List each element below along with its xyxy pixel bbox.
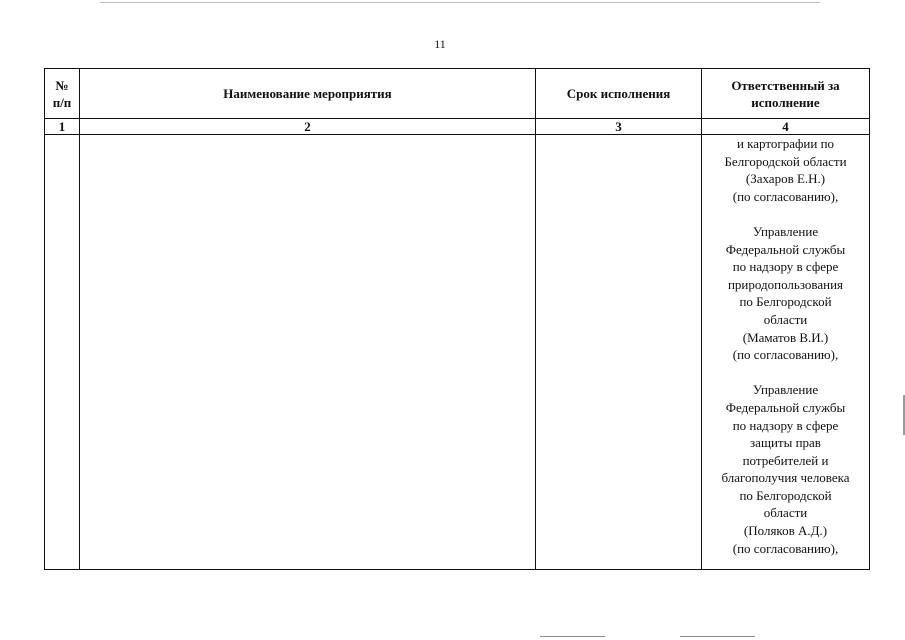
cell-event-name bbox=[80, 135, 536, 570]
header-event-name-label: Наименование мероприятия bbox=[223, 86, 392, 101]
responsible-line: по надзору в сфере bbox=[732, 417, 839, 433]
responsible-line: по Белгородской bbox=[739, 294, 832, 310]
header-deadline bbox=[536, 69, 702, 119]
responsible-line: (по согласованию), bbox=[732, 540, 839, 556]
cell-number bbox=[45, 135, 80, 570]
responsible-line: и картографии по bbox=[736, 136, 835, 151]
scan-edge-line bbox=[680, 636, 755, 637]
spacer bbox=[702, 364, 869, 382]
responsible-line: (по согласованию), bbox=[732, 188, 839, 204]
responsible-line: защиты прав bbox=[750, 435, 821, 451]
header-deadline-label: Срок исполнения bbox=[566, 86, 671, 101]
column-number-row bbox=[45, 119, 870, 135]
events-table bbox=[44, 68, 870, 570]
responsible-line: Управление bbox=[752, 382, 819, 398]
responsible-line: благополучия человека bbox=[721, 470, 850, 486]
header-number-label: № п/п bbox=[52, 77, 72, 110]
responsible-line: (Поляков А.Д.) bbox=[743, 523, 828, 539]
responsible-line: области bbox=[763, 505, 808, 521]
table-header-row bbox=[45, 69, 870, 119]
responsible-line: (по согласованию), bbox=[732, 347, 839, 363]
responsible-line: Управление bbox=[752, 223, 819, 239]
cell-responsible bbox=[702, 135, 870, 570]
responsible-line: Белгородской области bbox=[724, 153, 847, 169]
header-responsible bbox=[702, 69, 870, 119]
table-row bbox=[45, 135, 870, 570]
responsible-line: природопользования bbox=[727, 276, 844, 292]
cell-deadline bbox=[536, 135, 702, 570]
column-number-3: 3 bbox=[536, 119, 702, 135]
responsible-line: по надзору в сфере bbox=[732, 259, 839, 275]
column-number-4: 4 bbox=[702, 119, 870, 135]
spacer bbox=[702, 205, 869, 223]
column-number-2: 2 bbox=[80, 119, 536, 135]
header-event-name bbox=[80, 69, 536, 119]
scan-edge-line bbox=[540, 636, 605, 637]
responsible-line: Федеральной службы bbox=[725, 241, 846, 257]
column-number-1: 1 bbox=[45, 119, 80, 135]
responsible-line: (Маматов В.И.) bbox=[742, 329, 829, 345]
responsible-line: Федеральной службы bbox=[725, 399, 846, 415]
responsible-line: потребителей и bbox=[742, 452, 829, 468]
page-number: 11 bbox=[434, 37, 446, 51]
responsible-line: области bbox=[763, 311, 808, 327]
scan-edge-line bbox=[100, 2, 820, 3]
responsible-line: по Белгородской bbox=[739, 487, 832, 503]
responsible-line: (Захаров Е.Н.) bbox=[745, 171, 826, 187]
header-number bbox=[45, 69, 80, 119]
header-responsible-label: Ответственный за исполнение bbox=[731, 77, 840, 110]
responsible-list bbox=[702, 135, 869, 557]
